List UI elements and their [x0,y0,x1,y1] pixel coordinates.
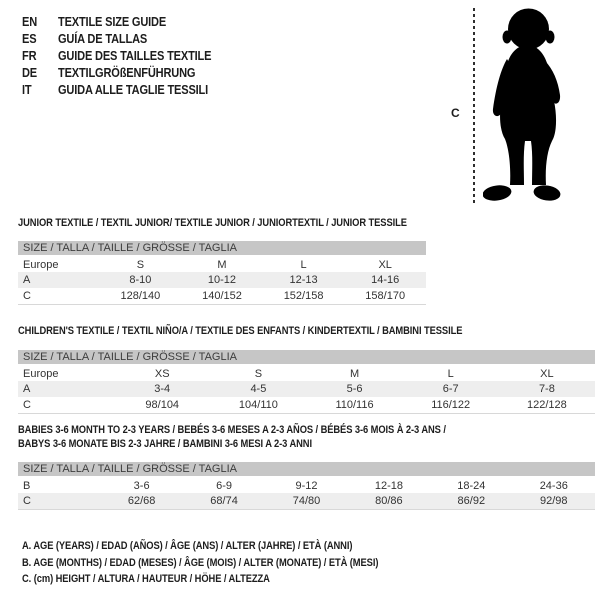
value-cell: 9-12 [295,479,318,492]
value-cell: S [136,258,145,271]
value-cell: M [349,367,360,380]
value-cell: 4-5 [250,383,267,395]
value-cell: S [254,367,263,380]
value-cell: 74/80 [292,494,321,507]
value-cell: 6-7 [442,383,459,395]
legend-line-age-years [22,538,441,555]
value-cell: 24-36 [539,479,568,492]
value-cell: 68/74 [210,494,238,507]
junior-size-table [18,241,426,305]
value-cell: 80/86 [375,494,403,507]
value-cell: XS [154,367,170,380]
section-title-text: BABIES 3-6 MONTH TO 2-3 YEARS / BEBÉS 3-6 MESES A 2-3 AÑOS / BÉBÉS 3-6 MOIS À 2-3 ANS / [18,424,446,436]
section-title [18,324,595,338]
legend-text: C. (cm) HEIGHT / ALTURA / HAUTEUR / HÖHE / ALTEZZA [22,573,270,585]
value-cell: 86/92 [457,494,486,507]
value-cell: 3-6 [133,479,150,492]
table-row [18,381,595,397]
babies-size-table [18,462,595,510]
table-row [18,288,426,304]
language-code: EN [22,14,38,29]
language-row [22,30,238,47]
language-row [22,64,238,81]
value-cell: 3-4 [154,383,171,395]
language-row [22,81,238,98]
language-code: DE [22,65,38,80]
legend-line-height-cm [22,571,441,588]
value-cell: 10-12 [207,274,237,286]
row-label-cell: Europe [23,258,59,271]
language-label: TEXTILGRÖßENFÜHRUNG [58,65,196,80]
junior-textile-section [18,216,426,305]
size-header-bar: SIZE / TALLA / TAILLE / GRÖSSE / TAGLIA [18,350,595,365]
value-cell: 104/110 [238,398,278,411]
legend [22,538,441,588]
language-code: ES [22,31,37,46]
section-title-text: CHILDREN'S TEXTILE / TEXTIL NIÑO/A / TEXTILE DES ENFANTS / KINDERTEXTIL / BAMBINI TESSILE [18,325,463,337]
value-cell: 5-6 [346,383,363,395]
value-cell: 140/152 [202,289,242,302]
language-row [22,13,238,30]
height-measure-dashed-line [473,8,475,206]
value-cell: 18-24 [457,479,486,492]
babies-textile-section [18,423,595,510]
value-cell: 14-16 [371,274,400,286]
language-list [22,13,238,98]
value-cell: 62/68 [127,494,156,507]
legend-line-age-months [22,555,441,572]
value-cell: 7-8 [538,383,555,395]
table-row [18,365,595,381]
table-row [18,256,426,272]
childrens-size-table [18,350,595,414]
row-label-cell: A [23,383,31,395]
value-cell: XL [540,367,554,380]
language-row [22,47,238,64]
value-cell: 122/128 [527,398,567,411]
value-cell: L [447,367,454,380]
section-title-text: BABYS 3-6 MONATE BIS 2-3 JAHRE / BAMBINI 3-6 MESI A 2-3 ANNI [18,438,312,450]
row-label-cell: C [23,494,31,507]
value-cell: 8-10 [129,274,152,286]
table-row [18,272,426,288]
language-label: TEXTILE SIZE GUIDE [58,14,167,29]
language-label: GUIDE DES TAILLES TEXTILE [58,48,212,63]
value-cell: 12-13 [289,274,318,286]
language-code: FR [22,48,37,63]
toddler-silhouette-image [483,6,565,208]
value-cell: 128/140 [120,289,161,302]
row-label-cell: C [23,289,31,302]
row-label-cell: Europe [23,367,59,380]
height-figure [445,6,600,208]
table-row [18,493,595,509]
childrens-textile-section [18,324,595,414]
value-cell: 6-9 [216,479,232,492]
size-header-bar: SIZE / TALLA / TAILLE / GRÖSSE / TAGLIA [18,241,426,256]
row-label-cell: C [23,398,31,411]
value-cell: 152/158 [283,289,324,302]
value-cell: L [300,258,307,271]
language-label: GUIDA ALLE TAGLIE TESSILI [58,82,209,97]
section-title [18,216,426,230]
table-row [18,477,595,493]
value-cell: 110/116 [335,398,374,411]
value-cell: 116/122 [431,398,471,411]
height-measure-label: C [451,106,460,120]
row-label-cell: A [23,274,31,286]
language-label: GUÍA DE TALLAS [58,31,148,46]
table-row [18,397,595,413]
value-cell: 12-18 [374,479,403,492]
row-label-cell: B [23,479,31,492]
section-title-text: JUNIOR TEXTILE / TEXTIL JUNIOR/ TEXTILE JUNIOR / JUNIORTEXTIL / JUNIOR TESSILE [18,217,407,229]
value-cell: XL [378,258,392,271]
section-title [18,423,595,451]
language-code: IT [22,82,32,97]
value-cell: 98/104 [145,398,180,411]
legend-text: B. AGE (MONTHS) / EDAD (MESES) / ÂGE (MOIS) / ALTER (MONATE) / ETÀ (MESI) [22,556,379,569]
value-cell: 92/98 [540,494,568,507]
legend-text: A. AGE (YEARS) / EDAD (AÑOS) / ÂGE (ANS) / ALTER (JAHRE) / ETÀ (ANNI) [22,540,353,552]
value-cell: 158/170 [365,289,406,302]
value-cell: M [217,258,227,271]
size-header-bar: SIZE / TALLA / TAILLE / GRÖSSE / TAGLIA [18,462,595,477]
